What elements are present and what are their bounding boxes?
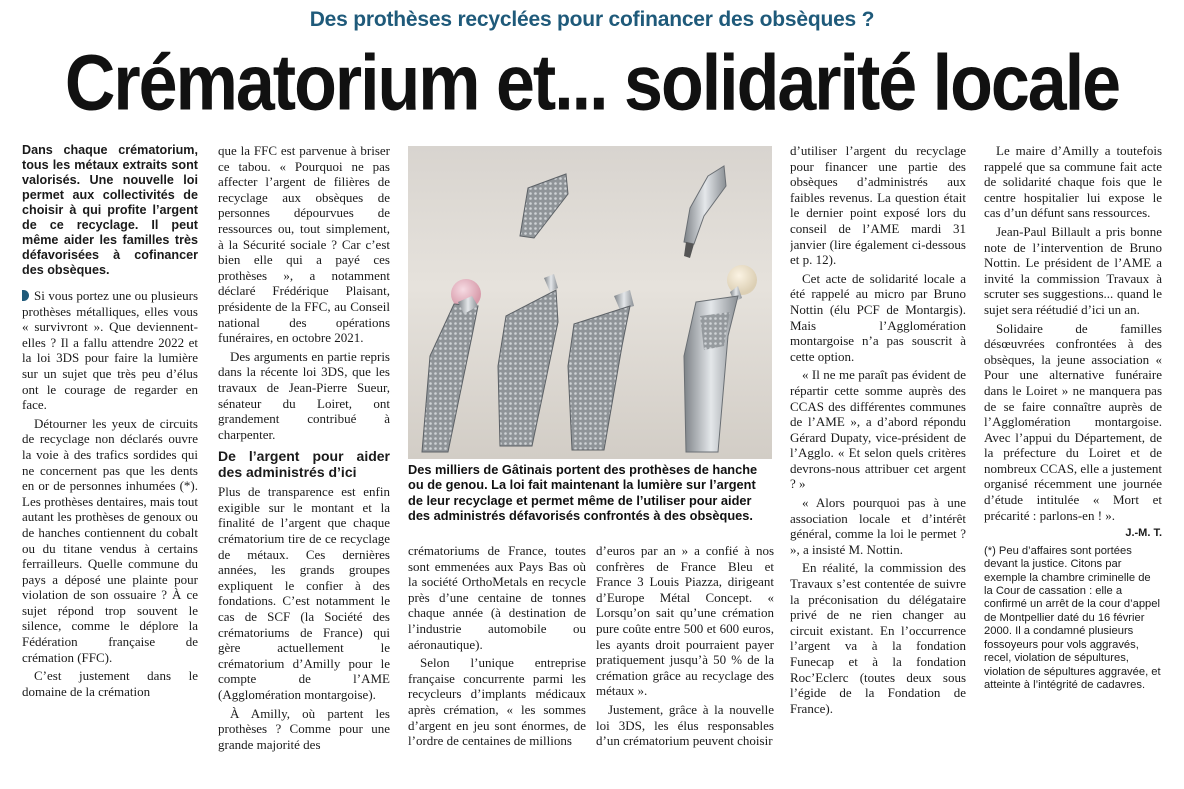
- paragraph: « Alors pourquoi pas à une association locale et d’intérêt général, comme la loi le permet ? », a insisté M. Nottin.: [790, 495, 966, 557]
- article-lead: Dans chaque crématorium, tous les métaux extraits sont valorisés. Une nouvelle loi permet aux collectivités de choisir à qui profite l’argent de ce recyclage. Il peut même aider les familles très défavorisées à cofinancer des obsèques.: [22, 143, 198, 277]
- headline: Crématorium et... solidarité locale: [64, 38, 1120, 127]
- kicker: Des prothèses recyclées pour cofinancer des obsèques ?: [309, 8, 875, 31]
- paragraph: Selon l’unique entreprise française concurrente parmi les recycleurs d’implants médicaux après crémation, « les sommes d’argent en jeu sont énormes, de l’ordre de centaines de millions: [408, 655, 586, 749]
- column-1: [22, 143, 198, 702]
- section-subhead: De l’argent pour aider des administrés d’ici: [218, 448, 390, 481]
- paragraph: d’utiliser l’argent du recyclage pour financer une partie des obsèques d’administrés aux faibles revenus. La question était le dernier point exposé lors du conseil de l’AME mardi 31 janvier (lire également ci-dessous et p. 12).: [790, 143, 966, 268]
- column-6: [984, 143, 1162, 783]
- paragraph-marker-icon: [22, 290, 29, 301]
- paragraph: crématoriums de France, toutes sont emmenées aux Pays Bas où la société OrthoMetals en recycle près d’une centaine de tonnes chaque année (à destination de l’industrie automobile ou aéronautique).: [408, 543, 586, 652]
- column-4: [596, 543, 774, 783]
- paragraph: Justement, grâce à la nouvelle loi 3DS, les élus responsables d’un crématorium peuvent choisir: [596, 701, 774, 749]
- author-signature: J.-M. T.: [1125, 527, 1162, 540]
- paragraph: Des arguments en partie repris dans la récente loi 3DS, que les travaux de Jean-Pierre Sueur, sénateur du Loiret, ont grandement contribué à charpenter.: [218, 348, 390, 442]
- paragraph-text: Si vous portez une ou plusieurs prothèses métalliques, elles vous « survivront ». Que deviennent-elles ? Il a fallu attendre 2022 et la loi 3DS pour faire la lumière sur un sujet que très peu d’élus ont le courage de regarder en face.: [22, 288, 198, 413]
- column-2: [218, 143, 390, 783]
- paragraph: Plus de transparence est enfin exigible sur le montant et la finalité de l’argent que chaque crématorium tire de ce recyclage de métaux. Ces dernières années, les grands groupes expliquent le confier à des fondations. C’est notamment le cas de SCF (la Société des crématoriums de France) qui gère actuellement le crématorium d’Amilly pour le compte de l’AME (Agglomération montargoise).: [218, 484, 390, 702]
- paragraph: C’est justement dans le domaine de la crémation: [22, 668, 198, 699]
- paragraph: « Il ne me paraît pas évident de répartir cette somme auprès des CCAS des différentes communes de l’AME », a d’abord répondu Gérard Dupaty, vice-président de l’Agglo. « Et selon quels critères devrons-nous attribuer cet argent ? »: [790, 367, 966, 492]
- column-3: [408, 543, 586, 783]
- paragraph: À Amilly, où partent les prothèses ? Comme pour une grande majorité des: [218, 705, 390, 752]
- column-5: [790, 143, 966, 783]
- prosthesis-illustration: [408, 146, 772, 459]
- paragraph: Jean-Paul Billault a pris bonne note de l’intervention de Bruno Nottin. Le président de l’AME a invité la commission Travaux à scruter ses suggestions... quand le sujet sera réétudié d’ici un an.: [984, 223, 1162, 317]
- paragraph: d’euros par an » a confié à nos confrères de France Bleu et France 3 Louis Piazza, dirigeant d’Europe Métal Concept. « Lorsqu’on sait qu’une crémation pure coûte entre 500 et 600 euros, les ayants droit pourraient payer pratiquement jusqu’à 50 % de la crémation grâce au recyclage des métaux ».: [596, 543, 774, 699]
- paragraph: que la FFC est parvenue à briser ce tabou. « Pourquoi ne pas affecter l’argent de filières de recyclage aux obsèques de personnes dépourvues de ressources ou, tout simplement, à la Sécurité sociale ? Car c’est bien elle qui a payé ces prothèses », a notamment déclaré Frédérique Plaisant, présidente de la FFC, au Conseil national des opérations funéraires, en octobre 2021.: [218, 143, 390, 346]
- paragraph: En réalité, la commission des Travaux s’est contentée de suivre la préconisation du délégataire privé de ne rien changer au circuit existant. En l’occurrence l’argent va à la fondation Funecap et à la fondation Roc’Eclerc (toutes deux sous l’égide de la Fondation de France).: [790, 560, 966, 716]
- paragraph: Détourner les yeux de circuits de recyclage non déclarés ouvre la voie à des trafics sordides qui ne concernent pas que les dents en or de personnes inhumées (*). Les prothèses dentaires, mais tout autant les prothèses de genoux ou de hanches contiennent du cobalt ou du titane vendus à certains ferrailleurs. Quelle commune du pays a déposé une plainte pour violation de son ossuaire ? À ce sujet répond trop souvent le silence, comme le déplore la Fédération française de crémation (FFC).: [22, 415, 198, 665]
- paragraph: Solidaire de familles désœuvrées confrontées à des obsèques, la jeune association « Pour une alternative funéraire dans le Loiret » ne manquera pas de se faire connaître auprès de l’Agglomération montargoise. Avec l’appui du Département, de la préfecture du Loiret et de nombreux CCAS, elle a justement organisé récemment une journée d’étude intitulée « Mort et précarité : parlons-en ! ».: [984, 320, 1162, 523]
- paragraph: Le maire d’Amilly a toutefois rappelé que sa commune fait acte de solidarité chaque fois que le centre hospitalier lui expose le cas d’un défunt sans ressources.: [984, 143, 1162, 221]
- photo-caption: Des milliers de Gâtinais portent des prothèses de hanche ou de genou. La loi fait maintenant la lumière sur l’argent de leur recyclage et permet même de l’utiliser pour aider des administrés défavorisés confrontés à des obsèques.: [408, 462, 758, 523]
- paragraph: Cet acte de solidarité locale a été rappelé au micro par Bruno Nottin (élu PCF de Montargis). Mais l’Agglomération montargoise n’a pas souscrit à cette option.: [790, 270, 966, 364]
- paragraph: [22, 288, 198, 413]
- prosthesis-photo: [408, 146, 772, 459]
- footnote: (*) Peu d’affaires sont portées devant la justice. Citons par exemple la chambre criminelle de la Cour de cassation : elle a confirmé un arrêt de la cour d’appel de Montpellier daté du 16 février 2000. Il a condamné plusieurs fossoyeurs pour vols aggravés, recel, violation de sépultures, violation de sépultures aggravée, et atteinte à l’intégrité de cadavres.: [984, 544, 1161, 691]
